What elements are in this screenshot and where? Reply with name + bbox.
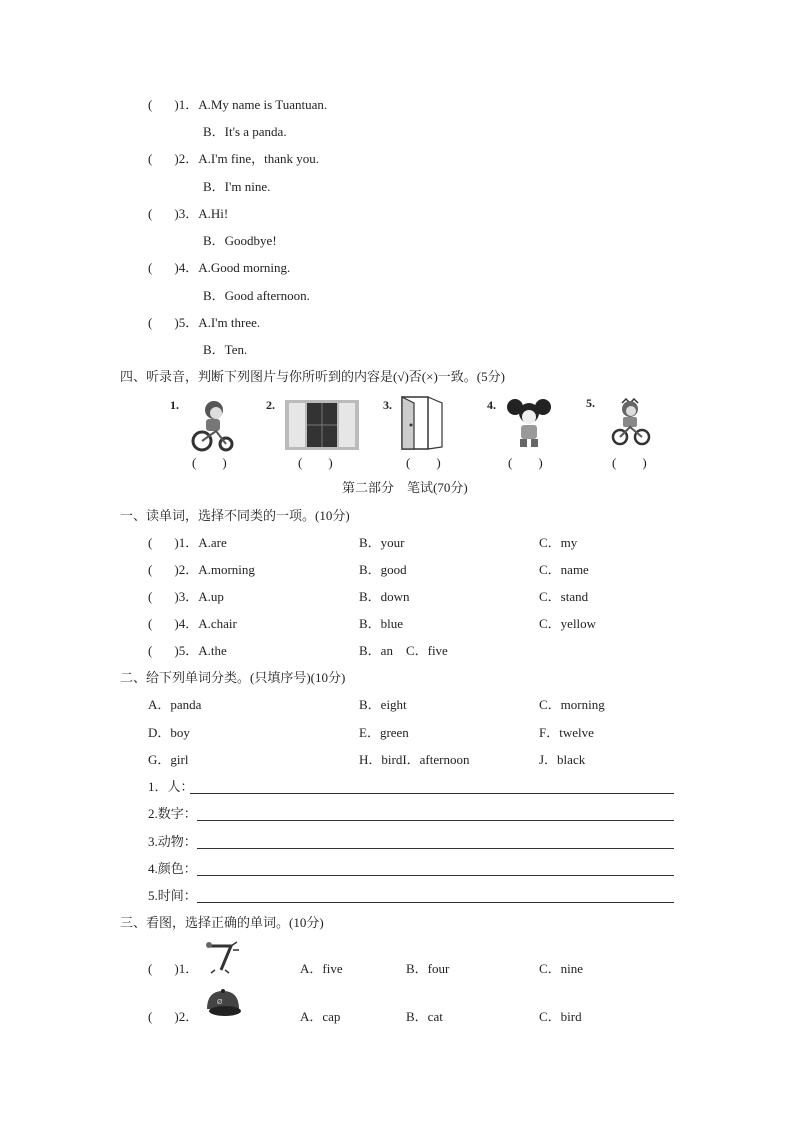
answer-line[interactable] [197, 820, 674, 821]
number-seven-icon [203, 940, 243, 974]
svg-text:Ø: Ø [217, 998, 223, 1006]
picture-5-answer[interactable]: ( ) [612, 455, 647, 470]
category-label: 2.数字： [148, 806, 197, 821]
category-label: 1．人： [148, 779, 194, 794]
question-2-line-a: ( )2．A.I'm fine，thank you. [148, 151, 319, 166]
cap-icon [203, 985, 243, 1025]
answer-line[interactable] [197, 848, 674, 849]
picture-1-number: 1. [170, 398, 179, 412]
answer-paren[interactable]: ( ) [148, 151, 179, 166]
category-label: 3.动物： [148, 834, 197, 849]
answer-line[interactable] [197, 902, 674, 903]
question-3-line-a: ( )3．A.Hi! [148, 206, 229, 221]
question-4-line-b: B．Good afternoon. [203, 288, 310, 303]
picture-2-number: 2. [266, 398, 275, 412]
question-1-line-a: ( )1．A.My name is Tuantuan. [148, 97, 328, 112]
answer-paren[interactable]: ( ) [148, 1009, 179, 1024]
answer-paren[interactable]: ( ) [148, 643, 179, 658]
part-2-title: 第二部分 笔试(70分) [342, 480, 468, 495]
category-label: 4.颜色： [148, 861, 197, 876]
picture-5-number: 5. [586, 396, 595, 410]
question-4-line-a: ( )4．A.Good morning. [148, 260, 291, 275]
boy-on-tricycle-icon [190, 397, 236, 453]
answer-paren[interactable]: ( ) [148, 961, 179, 976]
question-5-line-b: B．Ten. [203, 342, 248, 357]
picture-4-answer[interactable]: ( ) [508, 455, 543, 470]
question-1-line-b: B．It's a panda. [203, 124, 287, 139]
answer-paren[interactable]: ( ) [148, 260, 179, 275]
picture-1-answer[interactable]: ( ) [192, 455, 227, 470]
section-4-title: 四、听录音，判断下列图片与你所听到的内容是(√)否(×)一致。(5分) [120, 369, 505, 384]
answer-paren[interactable]: ( ) [148, 206, 179, 221]
picture-3-number: 3. [383, 398, 392, 412]
written-section-1-title: 一、读单词，选择不同类的一项。(10分) [120, 508, 350, 523]
picture-2-answer[interactable]: ( ) [298, 455, 333, 470]
open-window-icon [285, 400, 359, 450]
answer-paren[interactable]: ( ) [148, 535, 179, 550]
answer-line[interactable] [197, 875, 674, 876]
written-section-3-title: 三、看图，选择正确的单词。(10分) [120, 915, 324, 930]
question-3-line-b: B．Goodbye! [203, 233, 277, 248]
answer-paren[interactable]: ( ) [148, 562, 179, 577]
answer-paren[interactable]: ( ) [148, 616, 179, 631]
open-door-icon [400, 395, 444, 451]
question-2-line-b: B．I'm nine. [203, 179, 271, 194]
question-5-line-a: ( )5．A.I'm three. [148, 315, 261, 330]
answer-paren[interactable]: ( ) [148, 97, 179, 112]
picture-3-answer[interactable]: ( ) [406, 455, 441, 470]
girl-sitting-icon [505, 397, 553, 449]
answer-paren[interactable]: ( ) [148, 589, 179, 604]
boy-on-bike-icon [608, 397, 652, 447]
category-label: 5.时间： [148, 888, 197, 903]
answer-line[interactable] [190, 793, 674, 794]
picture-4-number: 4. [487, 398, 496, 412]
written-section-2-title: 二、给下列单词分类。(只填序号)(10分) [120, 670, 346, 685]
answer-paren[interactable]: ( ) [148, 315, 179, 330]
